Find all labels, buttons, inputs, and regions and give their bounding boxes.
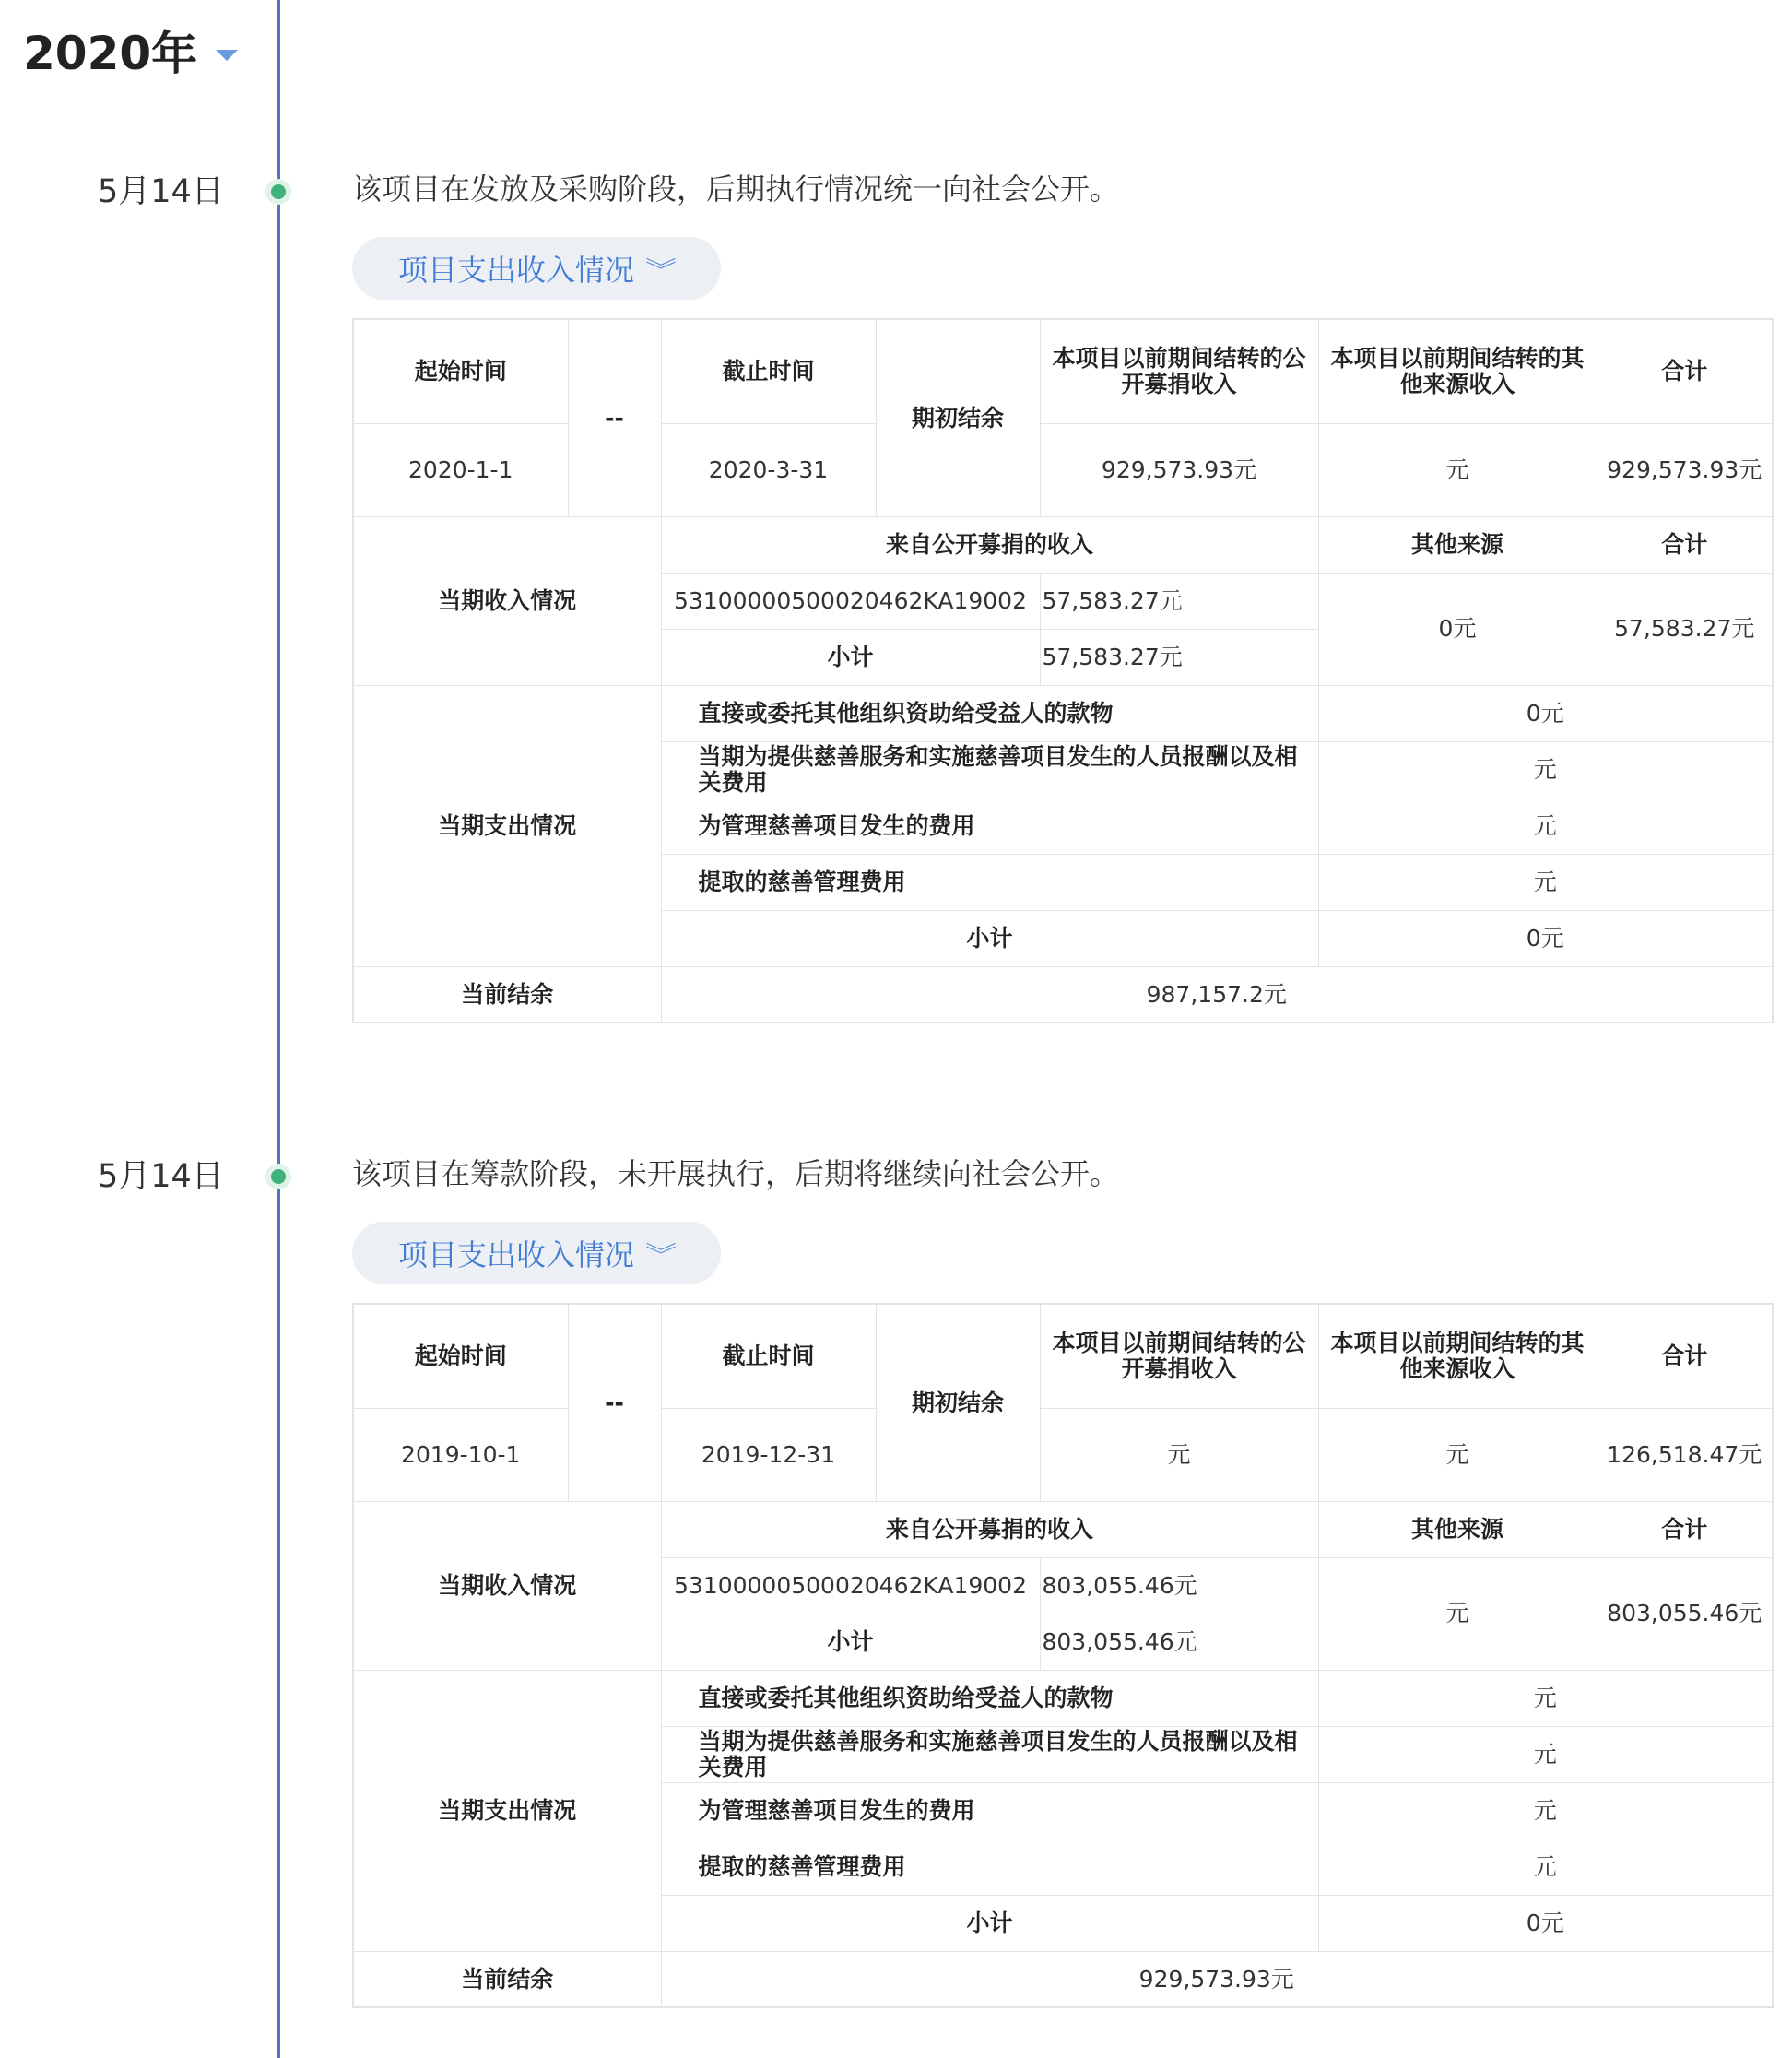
record-amount: 803,055.46元: [1040, 1557, 1318, 1614]
expense-item-label: 提取的慈善管理费用: [661, 1839, 1318, 1895]
expense-item-label: 为管理慈善项目发生的费用: [661, 1782, 1318, 1839]
prev-public-header: 本项目以前期间结转的公开募捐收入: [1040, 319, 1318, 423]
prev-total-value: 126,518.47元: [1597, 1408, 1773, 1501]
expense-subtotal-value: 0元: [1318, 1895, 1773, 1951]
balance-value: 929,573.93元: [661, 1951, 1773, 2007]
end-date: 2019-12-31: [661, 1408, 876, 1501]
caret-down-icon: [216, 50, 238, 61]
prev-other-header: 本项目以前期间结转的其他来源收入: [1318, 1304, 1597, 1408]
other-source-header: 其他来源: [1318, 1501, 1597, 1557]
balance-label: 当前结余: [353, 966, 661, 1023]
toggle-label: 项目支出收入情况: [398, 253, 635, 288]
income-total-value: 57,583.27元: [1597, 573, 1773, 685]
expense-item-value: 元: [1318, 854, 1773, 910]
entry-description: 该项目在筹款阶段，未开展执行，后期将继续向社会公开。: [352, 1156, 1120, 1191]
expense-item-label: 为管理慈善项目发生的费用: [661, 798, 1318, 854]
dash-separator: --: [568, 319, 661, 516]
income-subtotal-label: 小计: [661, 1614, 1040, 1670]
end-time-header: 截止时间: [661, 1304, 876, 1408]
timeline-dot-icon: [265, 1164, 291, 1189]
expense-subtotal-label: 小计: [661, 910, 1318, 966]
balance-label: 当前结余: [353, 1951, 661, 2007]
entry-date: 5月14日: [98, 1158, 224, 1195]
toggle-label: 项目支出收入情况: [398, 1237, 635, 1272]
end-date: 2020-3-31: [661, 423, 876, 516]
record-number: 53100000500020462KA19002: [661, 1557, 1040, 1614]
expense-label: 当期支出情况: [353, 1670, 661, 1951]
start-date: 2019-10-1: [353, 1408, 568, 1501]
entry-description: 该项目在发放及采购阶段，后期执行情况统一向社会公开。: [352, 172, 1120, 207]
expense-item-value: 元: [1318, 1782, 1773, 1839]
expense-item-label: 直接或委托其他组织资助给受益人的款物: [661, 685, 1318, 741]
income-expense-toggle[interactable]: [352, 1222, 721, 1284]
expense-label: 当期支出情况: [353, 685, 661, 966]
expense-item-label: 当期为提供慈善服务和实施慈善项目发生的人员报酬以及相关费用: [661, 741, 1318, 798]
balance-value: 987,157.2元: [661, 966, 1773, 1023]
timeline-line: [277, 0, 280, 2058]
double-chevron-down-icon: ︾: [645, 1241, 677, 1270]
total-header: 合计: [1597, 1304, 1773, 1408]
prev-other-value: 元: [1318, 1408, 1597, 1501]
prev-other-value: 元: [1318, 423, 1597, 516]
expense-item-label: 直接或委托其他组织资助给受益人的款物: [661, 1670, 1318, 1726]
income-expense-toggle[interactable]: [352, 237, 721, 300]
income-total-header: 合计: [1597, 1501, 1773, 1557]
expense-item-label: 当期为提供慈善服务和实施慈善项目发生的人员报酬以及相关费用: [661, 1726, 1318, 1782]
expense-item-value: 元: [1318, 1839, 1773, 1895]
income-subtotal-amount: 803,055.46元: [1040, 1614, 1318, 1670]
finance-table: [352, 318, 1774, 1023]
timeline-dot-icon: [265, 179, 291, 205]
record-amount: 57,583.27元: [1040, 573, 1318, 629]
expense-item-value: 元: [1318, 798, 1773, 854]
expense-item-value: 元: [1318, 741, 1773, 798]
prev-public-value: 929,573.93元: [1040, 423, 1318, 516]
income-subtotal-label: 小计: [661, 629, 1040, 685]
income-total-header: 合计: [1597, 516, 1773, 573]
start-date: 2020-1-1: [353, 423, 568, 516]
other-source-value: 0元: [1318, 573, 1597, 685]
year-label: 2020年: [23, 27, 198, 80]
expense-item-label: 提取的慈善管理费用: [661, 854, 1318, 910]
prev-total-value: 929,573.93元: [1597, 423, 1773, 516]
expense-subtotal-label: 小计: [661, 1895, 1318, 1951]
record-number: 53100000500020462KA19002: [661, 573, 1040, 629]
income-total-value: 803,055.46元: [1597, 1557, 1773, 1670]
public-income-header: 来自公开募捐的收入: [661, 516, 1318, 573]
public-income-header: 来自公开募捐的收入: [661, 1501, 1318, 1557]
prev-public-header: 本项目以前期间结转的公开募捐收入: [1040, 1304, 1318, 1408]
other-source-value: 元: [1318, 1557, 1597, 1670]
dash-separator: --: [568, 1304, 661, 1501]
opening-balance-header: 期初结余: [876, 319, 1040, 516]
income-subtotal-amount: 57,583.27元: [1040, 629, 1318, 685]
end-time-header: 截止时间: [661, 319, 876, 423]
expense-subtotal-value: 0元: [1318, 910, 1773, 966]
income-label: 当期收入情况: [353, 1501, 661, 1670]
start-time-header: 起始时间: [353, 1304, 568, 1408]
entry-date: 5月14日: [98, 173, 224, 210]
expense-item-value: 元: [1318, 1670, 1773, 1726]
double-chevron-down-icon: ︾: [645, 256, 677, 285]
prev-public-value: 元: [1040, 1408, 1318, 1501]
expense-item-value: 0元: [1318, 685, 1773, 741]
total-header: 合计: [1597, 319, 1773, 423]
opening-balance-header: 期初结余: [876, 1304, 1040, 1501]
income-label: 当期收入情况: [353, 516, 661, 685]
prev-other-header: 本项目以前期间结转的其他来源收入: [1318, 319, 1597, 423]
other-source-header: 其他来源: [1318, 516, 1597, 573]
start-time-header: 起始时间: [353, 319, 568, 423]
year-selector[interactable]: [23, 17, 238, 83]
expense-item-value: 元: [1318, 1726, 1773, 1782]
finance-table: [352, 1303, 1774, 2008]
